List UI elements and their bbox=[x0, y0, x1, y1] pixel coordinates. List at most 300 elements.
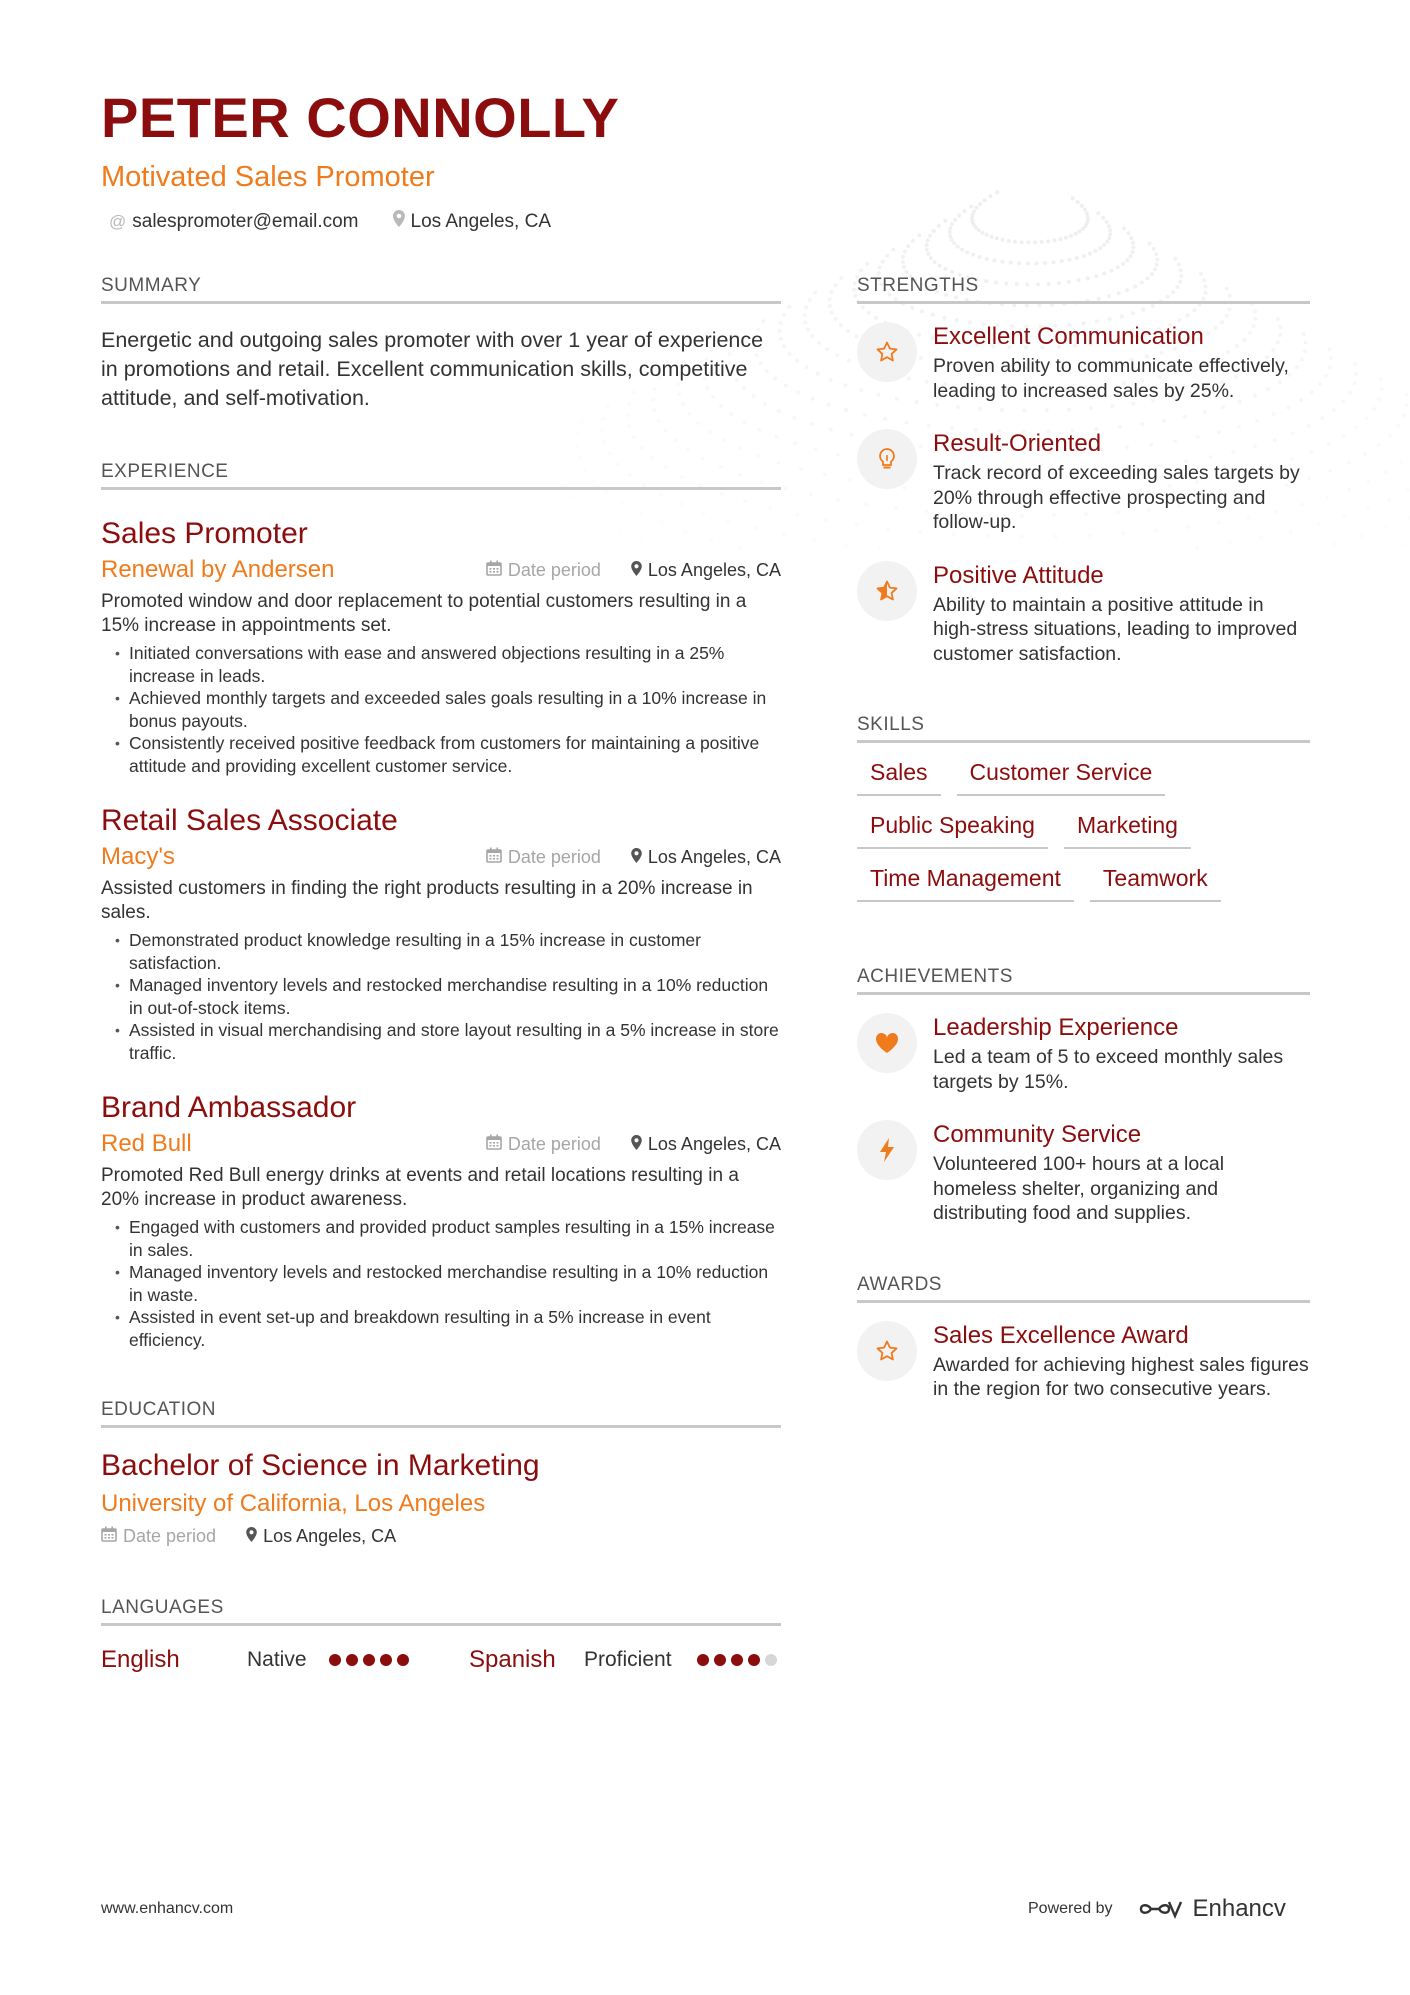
pattern-dot bbox=[806, 328, 810, 332]
rating-dot bbox=[329, 1654, 341, 1666]
half-star-icon bbox=[857, 561, 917, 621]
pattern-dot bbox=[1058, 237, 1062, 241]
rating-dot bbox=[346, 1654, 358, 1666]
pattern-dot bbox=[971, 213, 975, 217]
pattern-dot bbox=[978, 202, 982, 206]
calendar-icon bbox=[486, 847, 502, 868]
pattern-dot bbox=[1122, 226, 1126, 230]
pattern-dot bbox=[1332, 408, 1336, 412]
pattern-dot bbox=[1327, 442, 1331, 446]
pattern-dot bbox=[1342, 434, 1346, 438]
pattern-dot bbox=[1385, 525, 1389, 529]
pattern-dot bbox=[1325, 496, 1329, 500]
skill-row bbox=[857, 743, 1310, 796]
pattern-dot bbox=[1043, 261, 1047, 265]
pattern-dot bbox=[1372, 407, 1376, 411]
pattern-dot bbox=[1096, 211, 1100, 215]
job-date-text: Date period bbox=[507, 846, 601, 867]
pattern-dot bbox=[1101, 216, 1105, 220]
pattern-dot bbox=[787, 305, 791, 309]
pattern-dot bbox=[1074, 232, 1078, 236]
pattern-dot bbox=[917, 233, 921, 237]
pattern-dot bbox=[1377, 397, 1381, 401]
pattern-dot bbox=[793, 441, 797, 445]
pattern-dot bbox=[783, 487, 787, 491]
pattern-dot bbox=[995, 190, 999, 194]
pattern-dot bbox=[1333, 542, 1337, 546]
pattern-dot bbox=[803, 320, 807, 324]
pattern-dot bbox=[977, 228, 981, 232]
candidate-name: PETER CONNOLLY bbox=[101, 86, 620, 149]
pattern-dot bbox=[960, 248, 964, 252]
achievements-item-description: Volunteered 100+ hours at a local homeless shelter, organizing and distributing food and supplies. bbox=[933, 1153, 1225, 1224]
pattern-dot bbox=[850, 433, 854, 437]
email-contact[interactable] bbox=[109, 210, 359, 233]
pattern-dot bbox=[1377, 443, 1381, 447]
pattern-dot bbox=[928, 234, 932, 238]
rating-dot bbox=[380, 1654, 392, 1666]
company-name: Red Bull bbox=[101, 1130, 192, 1157]
strengths-item bbox=[857, 322, 1310, 403]
pattern-dot bbox=[816, 372, 820, 376]
pattern-dot bbox=[1341, 399, 1345, 403]
job-title: Sales Promoter bbox=[101, 517, 308, 550]
pattern-dot bbox=[1076, 200, 1080, 204]
rating-dot bbox=[714, 1654, 726, 1666]
pattern-dot bbox=[1081, 227, 1085, 231]
map-pin-icon bbox=[631, 560, 642, 581]
candidate-title: Motivated Sales Promoter bbox=[101, 161, 435, 193]
pattern-dot bbox=[926, 239, 930, 243]
pattern-dot bbox=[1082, 254, 1086, 258]
pattern-dot bbox=[848, 478, 852, 482]
education-location-text: Los Angeles, CA bbox=[263, 1526, 397, 1546]
pattern-dot bbox=[810, 422, 814, 426]
pattern-dot bbox=[974, 226, 978, 230]
skills-heading: SKILLS bbox=[857, 714, 1310, 743]
language-name: Spanish bbox=[469, 1646, 556, 1673]
pattern-dot bbox=[1052, 260, 1056, 264]
pattern-dot bbox=[885, 254, 889, 258]
pattern-dot bbox=[1102, 243, 1106, 247]
pattern-dot bbox=[1177, 263, 1181, 267]
job-location bbox=[631, 560, 781, 581]
pattern-dot bbox=[1129, 236, 1133, 240]
pattern-dot bbox=[906, 244, 910, 248]
pattern-dot bbox=[950, 222, 954, 226]
pattern-dot bbox=[784, 384, 788, 388]
job-bullets bbox=[101, 642, 781, 777]
pattern-dot bbox=[1404, 544, 1408, 548]
pattern-dot bbox=[881, 260, 885, 264]
pattern-dot bbox=[1068, 258, 1072, 262]
pattern-dot bbox=[1384, 470, 1388, 474]
pattern-dot bbox=[1020, 240, 1024, 244]
pattern-dot bbox=[782, 533, 786, 537]
pattern-dot bbox=[1126, 231, 1130, 235]
location-text: Los Angeles, CA bbox=[410, 210, 551, 232]
pattern-dot bbox=[805, 365, 809, 369]
pattern-dot bbox=[817, 341, 821, 345]
pattern-dot bbox=[1078, 230, 1082, 234]
pattern-dot bbox=[901, 260, 905, 264]
pattern-dot bbox=[1001, 238, 1005, 242]
lightning-icon bbox=[857, 1120, 917, 1180]
strengths-item-title: Result-Oriented bbox=[933, 430, 1102, 457]
pattern-dot bbox=[844, 543, 848, 547]
pattern-dot bbox=[1125, 258, 1129, 262]
pattern-dot bbox=[1354, 426, 1358, 430]
pattern-dot bbox=[859, 268, 863, 272]
heart-icon bbox=[857, 1013, 917, 1073]
language-name: English bbox=[101, 1646, 180, 1673]
experience-heading: EXPERIENCE bbox=[101, 461, 781, 490]
pattern-dot bbox=[1121, 262, 1125, 266]
pattern-dot bbox=[1363, 452, 1367, 456]
awards-item-description: Awarded for achieving highest sales figures in the region for two consecutive years. bbox=[933, 1353, 1309, 1400]
pattern-dot bbox=[792, 416, 796, 420]
location-contact bbox=[393, 210, 551, 233]
pattern-dot bbox=[980, 231, 984, 235]
pattern-dot bbox=[829, 378, 833, 382]
summary-text: Energetic and outgoing sales promoter with over 1 year of experience in promotions and retail. Excellent communication skills, competitive attitude, and self-motivation. bbox=[101, 328, 764, 410]
strengths-item-body bbox=[933, 429, 1310, 535]
pattern-dot bbox=[852, 288, 856, 292]
awards-section bbox=[857, 1274, 1310, 1402]
job-date bbox=[486, 1134, 601, 1155]
job-location-text: Los Angeles, CA bbox=[647, 559, 781, 580]
pattern-dot bbox=[1131, 250, 1135, 254]
strengths-heading: STRENGTHS bbox=[857, 275, 1310, 304]
pattern-dot bbox=[788, 352, 792, 356]
pattern-dot bbox=[1071, 196, 1075, 200]
skill-list bbox=[857, 743, 1310, 902]
achievements-item-body bbox=[933, 1013, 1310, 1094]
pattern-dot bbox=[1379, 377, 1383, 381]
job-meta-row bbox=[101, 843, 781, 871]
footer-website[interactable]: www.enhancv.com bbox=[101, 1900, 234, 1917]
pattern-dot bbox=[865, 262, 869, 266]
pattern-dot bbox=[1324, 374, 1328, 378]
pattern-dot bbox=[948, 226, 952, 230]
pattern-dot bbox=[1108, 232, 1112, 236]
pattern-dot bbox=[809, 493, 813, 497]
right-column bbox=[857, 275, 1310, 1402]
pattern-dot bbox=[990, 235, 994, 239]
pattern-dot bbox=[995, 236, 999, 240]
pattern-dot bbox=[1083, 224, 1087, 228]
pattern-dot bbox=[1360, 534, 1364, 538]
pattern-dot bbox=[796, 390, 800, 394]
pattern-dot bbox=[1013, 240, 1017, 244]
pattern-dot bbox=[903, 250, 907, 254]
pattern-dot bbox=[1000, 260, 1004, 264]
pattern-dot bbox=[1399, 461, 1403, 465]
company-name: Renewal by Andersen bbox=[101, 556, 335, 583]
map-pin-icon bbox=[631, 1134, 642, 1155]
pattern-dot bbox=[839, 276, 843, 280]
job-date bbox=[486, 560, 601, 581]
pattern-dot bbox=[1320, 416, 1324, 420]
job-date bbox=[486, 847, 601, 868]
pattern-dot bbox=[975, 206, 979, 210]
pattern-dot bbox=[1098, 246, 1102, 250]
pattern-dot bbox=[933, 260, 937, 264]
education-section bbox=[101, 1399, 781, 1547]
language-level: Native bbox=[247, 1648, 307, 1671]
enhancv-brand-text: Enhancv bbox=[1192, 1895, 1286, 1922]
pattern-dot bbox=[901, 255, 905, 259]
achievement-list bbox=[857, 1013, 1310, 1226]
skill-tag: Teamwork bbox=[1090, 849, 1221, 902]
pattern-dot bbox=[1402, 414, 1406, 418]
pattern-dot bbox=[938, 264, 942, 268]
job-location-text: Los Angeles, CA bbox=[647, 846, 781, 867]
pattern-dot bbox=[836, 498, 840, 502]
pattern-dot bbox=[1007, 239, 1011, 243]
pattern-dot bbox=[902, 265, 906, 269]
pattern-dot bbox=[970, 216, 974, 220]
pattern-dot bbox=[1309, 450, 1313, 454]
pattern-dot bbox=[1108, 228, 1112, 232]
calendar-icon bbox=[486, 560, 502, 581]
pattern-dot bbox=[969, 205, 973, 209]
pattern-dot bbox=[811, 397, 815, 401]
skill-tag: Public Speaking bbox=[857, 796, 1048, 849]
pattern-dot bbox=[839, 323, 843, 327]
pattern-dot bbox=[1406, 488, 1410, 492]
enhancv-logo[interactable] bbox=[1139, 1895, 1286, 1923]
pattern-dot bbox=[1086, 218, 1090, 222]
pattern-dot bbox=[1173, 257, 1177, 261]
language-list bbox=[101, 1646, 781, 1674]
pattern-dot bbox=[1404, 392, 1408, 396]
pattern-dot bbox=[953, 218, 957, 222]
achievements-item-description: Led a team of 5 to exceed monthly sales targets by 15%. bbox=[933, 1046, 1284, 1093]
pattern-dot bbox=[1109, 269, 1113, 273]
job-description: Assisted customers in finding the right products resulting in a 20% increase in sales. bbox=[101, 878, 753, 923]
job-bullet: • Assisted in event set-up and breakdown resulting in a 5% increase in event efficiency. bbox=[115, 1306, 781, 1351]
pattern-dot bbox=[799, 467, 803, 471]
job-list bbox=[101, 516, 781, 1351]
pattern-dot bbox=[844, 408, 848, 412]
pattern-dot bbox=[1009, 261, 1013, 265]
pattern-dot bbox=[803, 313, 807, 317]
map-pin-icon bbox=[246, 1526, 257, 1547]
strengths-item-description: Track record of exceeding sales targets by 20% through effective prospecting and follow-up. bbox=[933, 462, 1300, 533]
pattern-dot bbox=[925, 243, 929, 247]
job-bullet: • Achieved monthly targets and exceeded sales goals resulting in a 10% increase in bonus payouts. bbox=[115, 687, 781, 732]
pattern-dot bbox=[948, 234, 952, 238]
strengths-item-description: Proven ability to communicate effectively, leading to increased sales by 25%. bbox=[933, 355, 1289, 402]
map-pin-icon bbox=[393, 210, 405, 233]
pattern-dot bbox=[827, 403, 831, 407]
pattern-dot bbox=[828, 297, 832, 301]
pattern-dot bbox=[963, 209, 967, 213]
pattern-dot bbox=[1131, 241, 1135, 245]
pattern-dot bbox=[943, 219, 947, 223]
rating-dot bbox=[363, 1654, 375, 1666]
pattern-dot bbox=[1155, 263, 1159, 267]
languages-heading: LANGUAGES bbox=[101, 1597, 781, 1626]
pattern-dot bbox=[1154, 252, 1158, 256]
pattern-dot bbox=[1405, 403, 1409, 407]
pattern-dot bbox=[1148, 242, 1152, 246]
awards-item-body bbox=[933, 1321, 1310, 1402]
pattern-dot bbox=[937, 224, 941, 228]
pattern-dot bbox=[1347, 488, 1351, 492]
powered-by-text: Powered by bbox=[1028, 1900, 1113, 1917]
strengths-item-title: Excellent Communication bbox=[933, 323, 1204, 350]
skill-tag: Marketing bbox=[1064, 796, 1191, 849]
pattern-dot bbox=[1354, 372, 1358, 376]
left-column bbox=[101, 275, 781, 1674]
pattern-dot bbox=[782, 344, 786, 348]
summary-heading: SUMMARY bbox=[101, 275, 781, 304]
pattern-dot bbox=[956, 245, 960, 249]
pattern-dot bbox=[1153, 267, 1157, 271]
pattern-dot bbox=[814, 447, 818, 451]
pattern-dot bbox=[843, 383, 847, 387]
pattern-dot bbox=[795, 513, 799, 517]
education-meta bbox=[101, 1526, 781, 1547]
job-bullet: • Managed inventory levels and restocked merchandise resulting in a 10% reduction in waste. bbox=[115, 1261, 781, 1306]
pattern-dot bbox=[985, 233, 989, 237]
pattern-dot bbox=[1080, 204, 1084, 208]
pattern-dot bbox=[965, 250, 969, 254]
pattern-dot bbox=[836, 453, 840, 457]
star-outline-icon bbox=[857, 322, 917, 382]
pattern-dot bbox=[835, 353, 839, 357]
pattern-dot bbox=[1352, 381, 1356, 385]
calendar-icon bbox=[486, 1134, 502, 1155]
pattern-dot bbox=[834, 283, 838, 287]
pattern-dot bbox=[983, 198, 987, 202]
pattern-dot bbox=[825, 347, 829, 351]
resume-header bbox=[101, 88, 619, 233]
pattern-dot bbox=[1179, 268, 1183, 272]
skill-row bbox=[857, 849, 1310, 902]
pattern-dot bbox=[925, 248, 929, 252]
job-bullet: • Engaged with customers and provided product samples resulting in a 15% increase in sales. bbox=[115, 1216, 781, 1261]
awards-heading: AWARDS bbox=[857, 1274, 1310, 1303]
pattern-dot bbox=[1155, 258, 1159, 262]
job-bullet: • Assisted in visual merchandising and store layout resulting in a 5% increase in store traffic. bbox=[115, 1019, 781, 1064]
language-rating bbox=[697, 1654, 777, 1666]
contact-info bbox=[101, 210, 619, 233]
strengths-item bbox=[857, 561, 1310, 667]
pattern-dot bbox=[833, 317, 837, 321]
pattern-dot bbox=[1129, 254, 1133, 258]
pattern-dot bbox=[1328, 469, 1332, 473]
pattern-dot bbox=[950, 270, 954, 274]
job-bullet: • Managed inventory levels and restocked merchandise resulting in a 10% reduction in out-of-stock items. bbox=[115, 974, 781, 1019]
pattern-dot bbox=[1132, 245, 1136, 249]
job-meta-row bbox=[101, 1130, 781, 1158]
languages-section bbox=[101, 1597, 781, 1674]
education-date bbox=[101, 1526, 216, 1547]
pattern-dot bbox=[970, 220, 974, 224]
rating-dot bbox=[748, 1654, 760, 1666]
pattern-dot bbox=[1026, 262, 1030, 266]
pattern-dot bbox=[1353, 362, 1357, 366]
pattern-dot bbox=[972, 223, 976, 227]
pattern-dot bbox=[1107, 236, 1111, 240]
at-sign-icon: @ bbox=[109, 211, 127, 231]
pattern-dot bbox=[829, 428, 833, 432]
rating-dot bbox=[397, 1654, 409, 1666]
skills-section bbox=[857, 714, 1310, 902]
pattern-dot bbox=[1107, 224, 1111, 228]
award-list bbox=[857, 1321, 1310, 1402]
pattern-dot bbox=[1387, 498, 1391, 502]
pattern-dot bbox=[828, 304, 832, 308]
map-pin-icon bbox=[631, 847, 642, 868]
pattern-dot bbox=[812, 538, 816, 542]
job-bullet: • Demonstrated product knowledge resulting in a 15% increase in customer satisfaction. bbox=[115, 929, 781, 974]
pattern-dot bbox=[1327, 347, 1331, 351]
pattern-dot bbox=[1086, 215, 1090, 219]
pattern-dot bbox=[830, 290, 834, 294]
pattern-dot bbox=[1396, 424, 1400, 428]
pattern-dot bbox=[823, 473, 827, 477]
skill-row bbox=[857, 796, 1310, 849]
experience-section bbox=[101, 461, 781, 1351]
pattern-dot bbox=[1328, 365, 1332, 369]
pattern-dot bbox=[811, 334, 815, 338]
job-date-text: Date period bbox=[507, 559, 601, 580]
pattern-dot bbox=[926, 252, 930, 256]
pattern-dot bbox=[1046, 239, 1050, 243]
pattern-dot bbox=[985, 257, 989, 261]
pattern-dot bbox=[1085, 221, 1089, 225]
job-bullets bbox=[101, 1216, 781, 1351]
pattern-dot bbox=[1064, 236, 1068, 240]
language-level: Proficient bbox=[584, 1648, 672, 1671]
pattern-dot bbox=[1052, 238, 1056, 242]
pattern-dot bbox=[1379, 387, 1383, 391]
education-heading: EDUCATION bbox=[101, 1399, 781, 1428]
achievements-section bbox=[857, 966, 1310, 1226]
strengths-item-body bbox=[933, 561, 1310, 667]
email-text: salespromoter@email.com bbox=[132, 210, 359, 232]
pattern-dot bbox=[948, 230, 952, 234]
job-title: Brand Ambassador bbox=[101, 1091, 357, 1124]
job-entry bbox=[101, 516, 781, 777]
pattern-dot bbox=[988, 194, 992, 198]
strength-list bbox=[857, 322, 1310, 666]
lightbulb-icon bbox=[857, 429, 917, 489]
pattern-dot bbox=[1085, 211, 1089, 215]
pattern-dot bbox=[1365, 416, 1369, 420]
achievements-item bbox=[857, 1120, 1310, 1226]
strengths-item bbox=[857, 429, 1310, 535]
pattern-dot bbox=[847, 359, 851, 363]
pattern-dot bbox=[972, 210, 976, 214]
job-bullet: • Consistently received positive feedback from customers for maintaining a positive attitude and providing excellent customer service. bbox=[115, 732, 781, 777]
pattern-dot bbox=[1017, 261, 1021, 265]
pattern-dot bbox=[904, 270, 908, 274]
star-outline-icon bbox=[857, 1321, 917, 1381]
pattern-dot bbox=[782, 313, 786, 317]
pattern-dot bbox=[1075, 256, 1079, 260]
pattern-dot bbox=[1040, 240, 1044, 244]
pattern-dot bbox=[932, 229, 936, 233]
pattern-dot bbox=[1342, 515, 1346, 519]
pattern-dot bbox=[808, 298, 812, 302]
job-entry bbox=[101, 1090, 781, 1351]
pattern-dot bbox=[943, 267, 947, 271]
